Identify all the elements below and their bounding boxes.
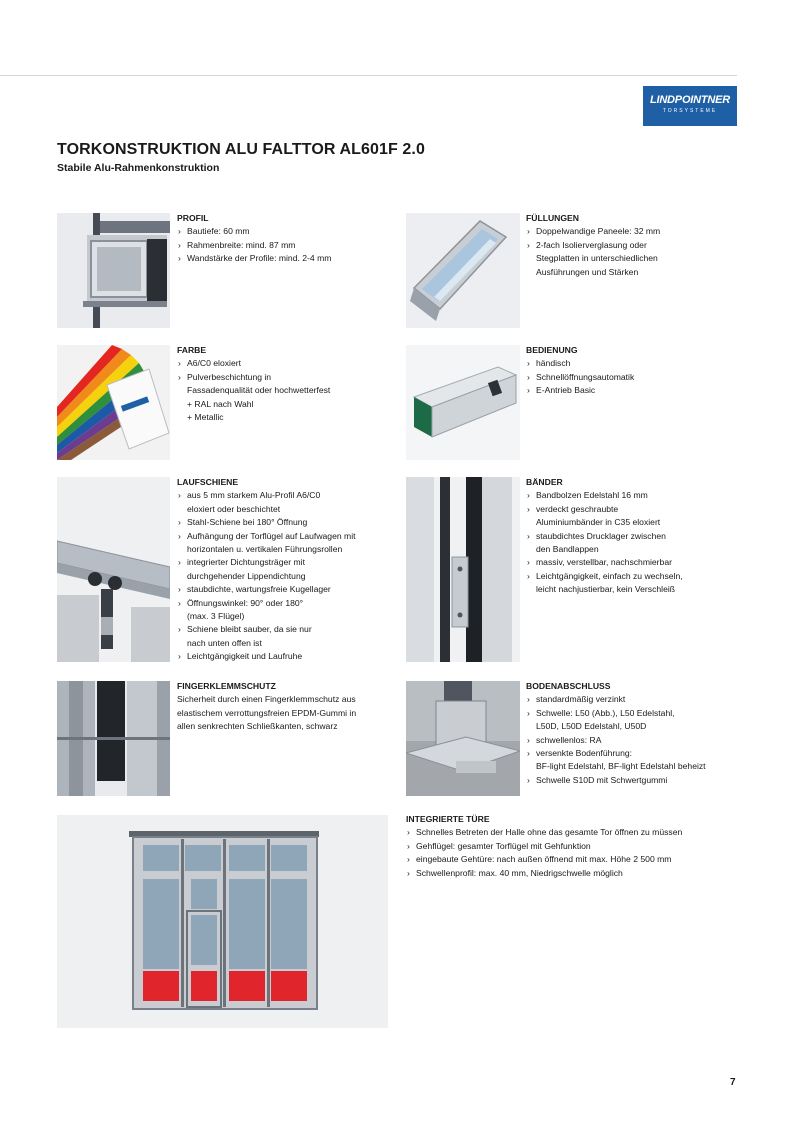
list-item: › staubdichtes Drucklager zwischen	[526, 530, 736, 543]
logo-name: LINDPOINTNER	[649, 94, 731, 106]
list-item: › verdeckt geschraubte	[526, 503, 736, 516]
list-item: › Wandstärke der Profile: mind. 2-4 mm	[177, 252, 397, 265]
fuellungen-image	[406, 213, 520, 328]
page-subtitle: Stabile Alu-Rahmenkonstruktion	[57, 162, 220, 174]
list-item: › standardmäßig verzinkt	[526, 693, 741, 706]
list-item: › massiv, verstellbar, nachschmierbar	[526, 556, 736, 569]
list-item: › aus 5 mm starkem Alu-Profil A6/C0	[177, 489, 402, 502]
list-item: eloxiert oder beschichtet	[187, 503, 281, 514]
section-title: LAUFSCHIENE	[177, 477, 239, 487]
section-title: FARBE	[177, 345, 207, 355]
section-fingerklemmschutz	[177, 680, 397, 734]
list-item: › Bautiefe: 60 mm	[177, 225, 397, 238]
list-item: (max. 3 Flügel)	[187, 611, 245, 622]
list-item: Stegplatten in unterschiedlichen	[536, 253, 658, 264]
list-item: › Bandbolzen Edelstahl 16 mm	[526, 489, 736, 502]
body-text: elastischem verrottungsfreien EPDM-Gummi in	[177, 707, 357, 718]
list-item: › Öffnungswinkel: 90° oder 180°	[177, 597, 402, 610]
list-item: durchgehender Lippendichtung	[187, 570, 306, 581]
list-item: › staubdichte, wartungsfreie Kugellager	[177, 583, 402, 596]
section-title: BEDIENUNG	[526, 345, 578, 355]
section-title: FÜLLUNGEN	[526, 213, 579, 223]
list-item: › händisch	[526, 357, 736, 370]
list-item: › Schnelles Betreten der Halle ohne das gesamte Tor öffnen zu müssen	[406, 826, 741, 839]
section-title: PROFIL	[177, 213, 209, 223]
list-item: › Pulverbeschichtung in	[177, 371, 397, 384]
integrierte-tuere-image	[57, 815, 388, 1028]
section-title: BODENABSCHLUSS	[526, 681, 611, 691]
bodenabschluss-image	[406, 681, 520, 796]
logo-tagline: TORSYSTEME	[662, 108, 718, 114]
section-bedienung	[526, 344, 736, 398]
section-title: INTEGRIERTE TÜRE	[406, 814, 490, 824]
list-item: › 2-fach Isolierverglasung oder	[526, 239, 736, 252]
list-item: horizontalen u. vertikalen Führungsrollen	[187, 544, 343, 555]
list-item: › eingebaute Gehtüre: nach außen öffnend mit max. Höhe 2 500 mm	[406, 853, 741, 866]
list-item: Aluminiumbänder in C35 eloxiert	[536, 517, 661, 528]
header-rule	[0, 75, 737, 76]
fingerklemmschutz-image	[57, 681, 170, 796]
list-item: › Schiene bleibt sauber, da sie nur	[177, 623, 402, 636]
section-title: BÄNDER	[526, 477, 563, 487]
section-integrierte-tuere	[406, 813, 741, 880]
list-item: › Schwellenprofil: max. 40 mm, Niedrigschwelle möglich	[406, 867, 741, 880]
list-item: › Gehflügel: gesamter Torflügel mit Gehfunktion	[406, 840, 741, 853]
section-farbe	[177, 344, 397, 424]
list-item: L50D, L50D Edelstahl, U50D	[536, 721, 647, 732]
list-item: Ausführungen und Stärken	[536, 266, 639, 277]
list-item: BF-light Edelstahl, BF-light Edelstahl beheizt	[536, 761, 706, 772]
list-item: › Stahl-Schiene bei 180° Öffnung	[177, 516, 402, 529]
list-item: den Bandlappen	[536, 544, 599, 555]
body-text: allen senkrechten Schließkanten, schwarz	[177, 721, 338, 732]
brand-logo	[643, 86, 737, 126]
page-title: TORKONSTRUKTION ALU FALTTOR AL601F 2.0	[57, 141, 425, 158]
list-item: + Metallic	[187, 412, 224, 423]
list-item: › integrierter Dichtungsträger mit	[177, 556, 402, 569]
list-item: leicht nachjustierbar, kein Verschleiß	[536, 584, 676, 595]
list-item: › Schnellöffnungsautomatik	[526, 371, 736, 384]
farbe-image	[57, 345, 170, 460]
baender-image	[406, 477, 520, 662]
list-item: › versenkte Bodenführung:	[526, 747, 741, 760]
list-item: › Doppelwandige Paneele: 32 mm	[526, 225, 736, 238]
list-item: › A6/C0 eloxiert	[177, 357, 397, 370]
section-profil	[177, 212, 397, 266]
list-item: › Leichtgängigkeit, einfach zu wechseln,	[526, 570, 736, 583]
list-item: + RAL nach Wahl	[187, 398, 254, 409]
list-item: › Aufhängung der Torflügel auf Laufwagen mit	[177, 530, 402, 543]
list-item: › Schwelle S10D mit Schwertgummi	[526, 774, 741, 787]
bedienung-image	[406, 345, 520, 460]
page-number: 7	[730, 1077, 736, 1088]
section-fuellungen	[526, 212, 736, 279]
section-title: FINGERKLEMMSCHUTZ	[177, 681, 276, 691]
body-text: Sicherheit durch einen Fingerklemmschutz aus	[177, 694, 356, 705]
profil-image	[57, 213, 170, 328]
laufschiene-image	[57, 477, 170, 662]
list-item: › E-Antrieb Basic	[526, 384, 736, 397]
section-bodenabschluss	[526, 680, 741, 787]
list-item: › Schwelle: L50 (Abb.), L50 Edelstahl,	[526, 707, 741, 720]
list-item: › schwellenlos: RA	[526, 734, 741, 747]
section-laufschiene	[177, 476, 402, 664]
list-item: nach unten offen ist	[187, 637, 262, 648]
section-baender	[526, 476, 736, 597]
list-item: Fassadenqualität oder hochwetterfest	[187, 385, 331, 396]
list-item: › Leichtgängigkeit und Laufruhe	[177, 650, 402, 663]
list-item: › Rahmenbreite: mind. 87 mm	[177, 239, 397, 252]
